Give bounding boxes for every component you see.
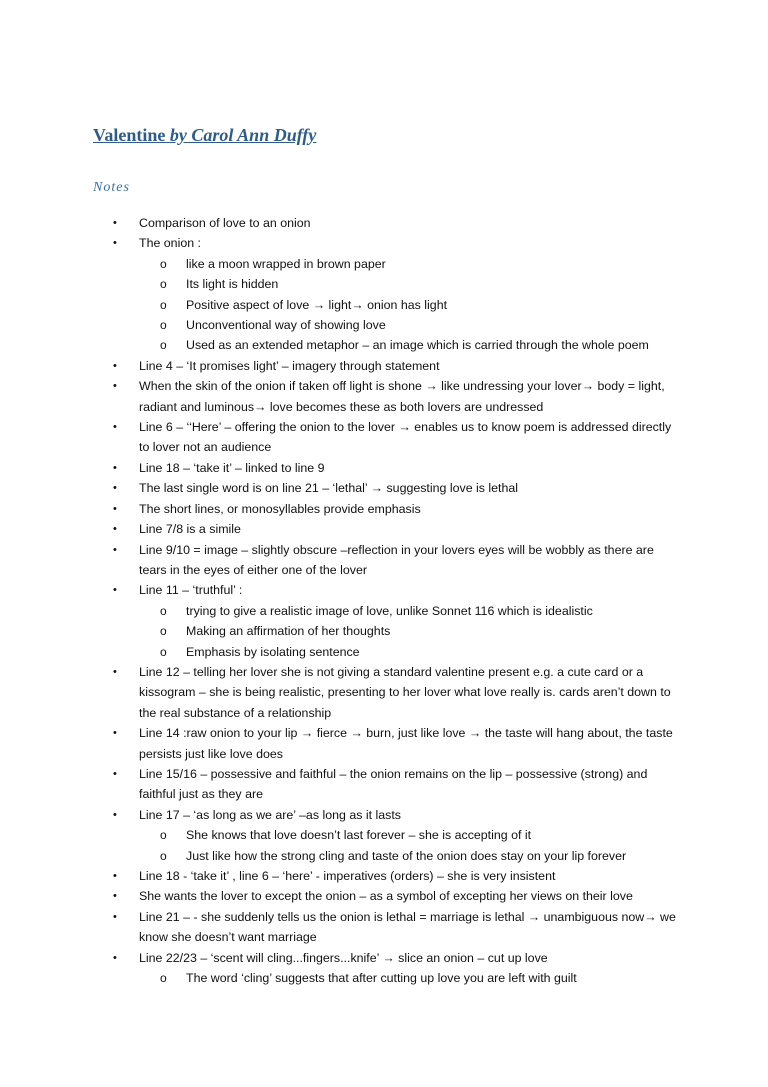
bullet-icon: •: [113, 910, 117, 923]
bullet-icon: •: [113, 380, 117, 393]
sub-list-item: [0, 968, 686, 988]
bullet-icon: •: [113, 870, 117, 882]
list-item-text: Line 11 – ‘truthful’ :: [139, 583, 243, 598]
list-item-text: Comparison of love to an onion: [139, 216, 311, 230]
bullet-icon: •: [113, 890, 117, 903]
list-item-text: Line 6 – ‘‘Here’ – offering the onion to the lover → enables us to know poem is addressed directly to lover not an audience: [139, 420, 672, 455]
bullet-icon: •: [113, 482, 117, 495]
sub-bullet-icon: o: [160, 971, 167, 986]
bullet-icon: •: [113, 951, 117, 964]
bullet-icon: •: [113, 359, 117, 372]
list-item-text: Line 22/23 – ‘scent will cling...fingers...knife’ → slice an onion – cut up love: [139, 950, 548, 965]
list-item-text: Used as an extended metaphor – an image which is carried through the whole poem: [186, 338, 649, 353]
list-item-text: Its light is hidden: [186, 277, 279, 292]
list-item: [0, 907, 679, 948]
title-main: Valentine: [93, 125, 170, 145]
bullet-icon: •: [113, 461, 117, 474]
list-item: [0, 805, 679, 825]
list-item: [0, 233, 679, 253]
notes-heading: Notes: [93, 180, 130, 195]
list-item: [0, 662, 679, 723]
bullet-icon: •: [113, 727, 117, 740]
title-author: by Carol Ann Duffy: [169, 125, 317, 145]
sub-list-item: [0, 315, 686, 335]
list-item: [0, 948, 679, 968]
list-item-text: She knows that love doesn’t last forever – she is accepting of it: [186, 828, 532, 843]
sub-bullet-icon: o: [160, 624, 167, 639]
list-item-text: She wants the lover to except the onion – as a symbol of excepting her views on their love: [139, 889, 633, 904]
sub-list-item: [0, 846, 686, 866]
sub-list-item: [0, 642, 686, 662]
sub-list-item: [0, 825, 686, 845]
bullet-icon: •: [113, 543, 117, 556]
list-item-text: The word ‘cling’ suggests that after cutting up love you are left with guilt: [186, 971, 577, 986]
sub-bullet-icon: o: [160, 644, 167, 659]
list-item-text: Just like how the strong cling and taste of the onion does stay on your lip forever: [186, 848, 627, 863]
list-item-text: Line 18 – ‘take it’ – linked to line 9: [139, 460, 325, 475]
sub-bullet-icon: o: [160, 277, 167, 292]
sub-bullet-icon: o: [160, 338, 167, 353]
list-item-text: Line 21 – - she suddenly tells us the onion is lethal = marriage is lethal → unambiguous now→ we know she doesn’t want marriage: [139, 909, 676, 945]
list-item-text: Line 17 – ‘as long as we are’ –as long as it lasts: [139, 807, 401, 822]
bullet-icon: •: [113, 584, 117, 597]
list-item-text: Line 4 – ‘It promises light’ – imagery through statement: [139, 358, 440, 373]
list-item: [0, 886, 679, 906]
list-item: [0, 417, 679, 458]
list-item: [0, 356, 679, 376]
list-item-text: Line 9/10 = image – slightly obscure –reflection in your lovers eyes will be wobbly as there are tears in the eyes of either one of the lover: [139, 542, 654, 577]
sub-bullet-icon: o: [160, 848, 167, 863]
sub-bullet-icon: o: [160, 318, 167, 333]
list-item-text: Making an affirmation of her thoughts: [186, 624, 391, 639]
bullet-icon: •: [113, 665, 117, 678]
list-item-text: Line 18 - ‘take it’ , line 6 – ‘here’ - imperatives (orders) – she is very insistent: [139, 869, 556, 883]
bullet-icon: •: [113, 502, 117, 515]
sub-list-item: [0, 254, 686, 274]
list-item: [0, 519, 679, 539]
list-item-text: Unconventional way of showing love: [186, 318, 386, 333]
list-item-text: Positive aspect of love → light→ onion has light: [186, 297, 448, 312]
bullet-icon: •: [113, 523, 117, 536]
sub-bullet-icon: o: [160, 256, 167, 271]
list-item: [0, 540, 679, 581]
sub-bullet-icon: o: [160, 828, 167, 843]
list-item-text: Line 15/16 – possessive and faithful – the onion remains on the lip – possessive (strong) and faithful just as they are: [139, 766, 648, 802]
list-item-text: Line 14 :raw onion to your lip → fierce → burn, just like love → the taste will hang about, the taste persists just like love does: [139, 726, 673, 761]
list-item: [0, 499, 679, 519]
list-item-text: trying to give a realistic image of love, unlike Sonnet 116 which is idealistic: [186, 603, 593, 618]
sub-list-item: [0, 621, 686, 641]
bullet-icon: •: [113, 237, 117, 250]
bullet-icon: •: [113, 767, 117, 780]
list-item-text: The onion :: [139, 236, 201, 251]
bullet-icon: •: [113, 217, 117, 229]
sub-bullet-icon: o: [160, 603, 167, 618]
list-item: [0, 458, 679, 478]
list-item-text: Emphasis by isolating sentence: [186, 644, 360, 659]
list-item-text: Line 12 – telling her lover she is not giving a standard valentine present e.g. a cute card or a kissogram – she is being realistic, presenting to her lover what love really is. cards aren’t down to the real substance of a relationship: [139, 664, 671, 720]
list-item: [0, 376, 679, 417]
sub-list-item: [0, 274, 686, 294]
list-item-text: When the skin of the onion if taken off light is shone → like undressing your lover→ body = light, radiant and luminous→ love becomes these as both lovers are undressed: [139, 379, 665, 414]
sub-list-item: [0, 335, 686, 355]
document-title: [93, 125, 316, 146]
list-item-text: The last single word is on line 21 – ‘lethal’ → suggesting love is lethal: [139, 481, 519, 496]
list-item-text: Line 7/8 is a simile: [139, 522, 241, 537]
list-item: [0, 580, 679, 600]
sub-list-item: [0, 295, 686, 315]
list-item: [0, 723, 679, 764]
list-item: [0, 478, 679, 498]
bullet-icon: •: [113, 808, 117, 821]
list-item: [0, 764, 679, 805]
bullet-icon: •: [113, 421, 117, 434]
list-item: [0, 213, 679, 233]
list-item-text: The short lines, or monosyllables provide emphasis: [139, 501, 421, 516]
sub-list-item: [0, 601, 686, 621]
sub-bullet-icon: o: [160, 297, 167, 312]
notes-list: [0, 213, 768, 988]
list-item: [0, 866, 679, 886]
list-item-text: like a moon wrapped in brown paper: [186, 256, 386, 271]
